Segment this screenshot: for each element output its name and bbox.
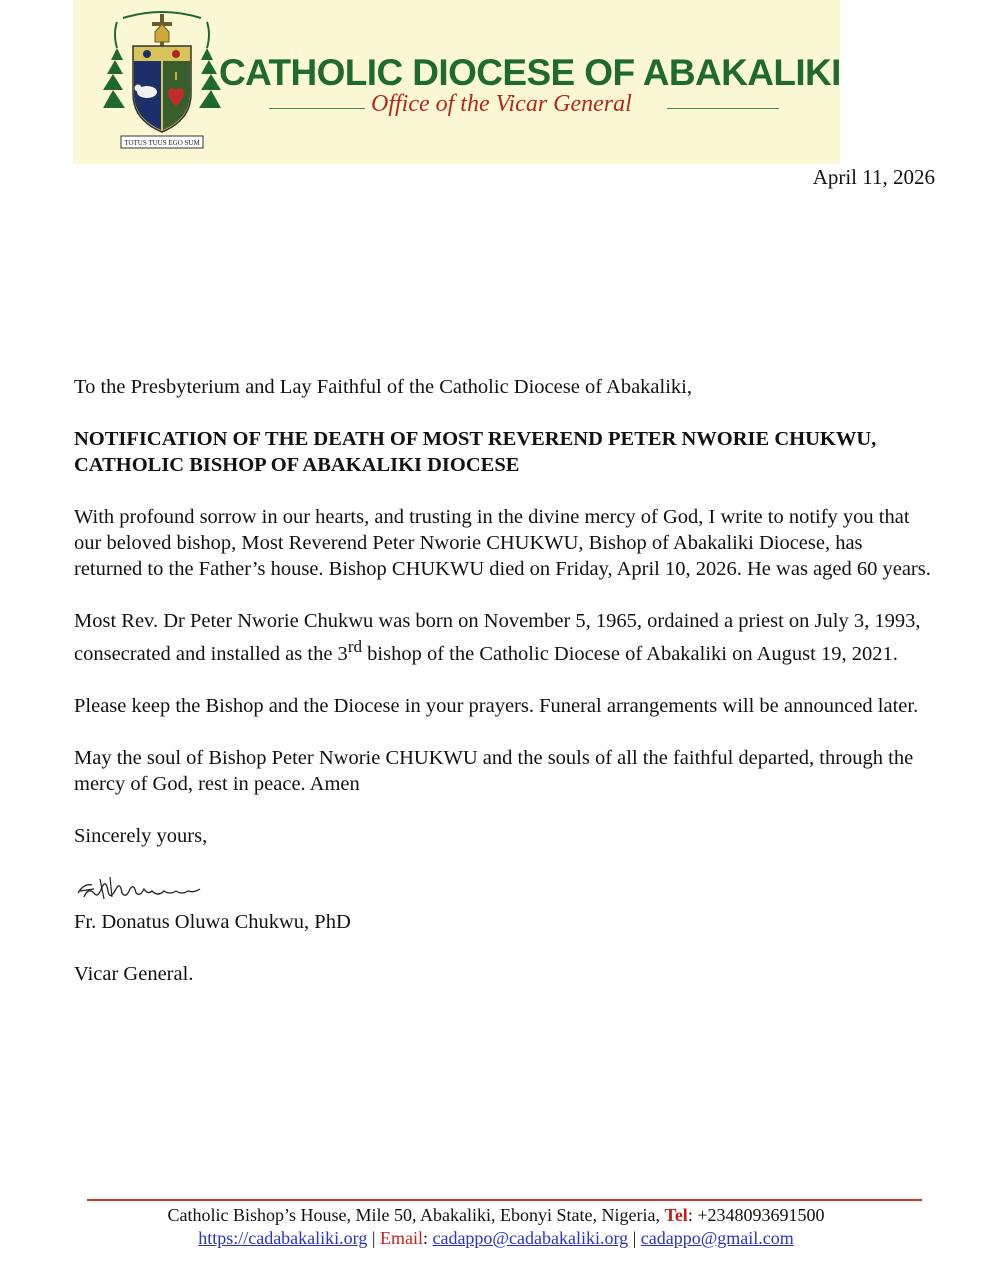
letter-date: April 11, 2026 bbox=[812, 165, 935, 189]
paragraph-biography bbox=[74, 608, 934, 667]
diocese-coat-of-arms-icon bbox=[103, 8, 221, 150]
office-title: Office of the Vicar General bbox=[371, 91, 632, 117]
paragraph-prayers: Please keep the Bishop and the Diocese in your prayers. Funeral arrangements will be announced later. bbox=[74, 694, 919, 717]
organization-name: CATHOLIC DIOCESE OF ABAKALIKI bbox=[219, 52, 841, 93]
office-divider-right bbox=[667, 108, 779, 109]
footer-email-label: Email bbox=[379, 1228, 423, 1248]
office-row bbox=[269, 91, 779, 125]
salutation: To the Presbyterium and Lay Faithful of the Catholic Diocese of Abakaliki, bbox=[74, 376, 692, 398]
paragraph-notification: With profound sorrow in our hearts, and trusting in the divine mercy of God, I write to notify you that our beloved bishop, Most Reverend Peter Nworie CHUKWU, Bishop of Abakaliki Diocese, has returned to the Father’s house. Bishop CHUKWU died on Friday, April 10, 2026. He was aged 60 years. bbox=[74, 506, 931, 580]
footer-email-colon: : bbox=[422, 1228, 433, 1248]
footer-contact-line bbox=[0, 1228, 992, 1249]
footer-address: Catholic Bishop’s House, Mile 50, Abakaliki, Ebonyi State, Nigeria, bbox=[167, 1205, 665, 1225]
footer-tel-label: Tel bbox=[664, 1205, 688, 1225]
email-link-gmail[interactable]: cadappo@gmail.com bbox=[640, 1228, 794, 1248]
letter-body bbox=[74, 374, 934, 1013]
footer-tel-value: : +2348093691500 bbox=[687, 1205, 825, 1225]
handwritten-signature bbox=[74, 871, 214, 907]
biography-text-end: bishop of the Catholic Diocese of Abakaliki on August 19, 2021. bbox=[362, 642, 898, 665]
biography-text-start: Most Rev. Dr Peter Nworie Chukwu was born on November 5, 1965, ordained a priest on July 3, 1993, consecrated and installed as the 3 bbox=[74, 610, 921, 665]
footer-address-line bbox=[0, 1205, 992, 1226]
footer-separator: | bbox=[367, 1228, 380, 1248]
office-divider-left bbox=[269, 108, 365, 109]
signature-block bbox=[74, 871, 934, 987]
signatory-name: Fr. Donatus Oluwa Chukwu, PhD bbox=[74, 910, 351, 933]
footer-separator: | bbox=[628, 1228, 641, 1248]
website-link[interactable]: https://cadabakaliki.org bbox=[198, 1228, 368, 1248]
signatory-title: Vicar General. bbox=[74, 962, 194, 985]
letterhead bbox=[73, 0, 840, 164]
footer-divider bbox=[87, 1199, 922, 1201]
paragraph-blessing: May the soul of Bishop Peter Nworie CHUKWU and the souls of all the faithful departed, through the mercy of God, rest in peace. Amen bbox=[74, 746, 914, 795]
email-link-diocese[interactable]: cadappo@cadabakaliki.org bbox=[432, 1228, 629, 1248]
letter-heading: NOTIFICATION OF THE DEATH OF MOST REVEREND PETER NWORIE CHUKWU, CATHOLIC BISHOP OF ABAKALIKI DIOCESE bbox=[74, 428, 877, 476]
ordinal-suffix: rd bbox=[347, 637, 363, 656]
motto-text: TOTUS TUUS EGO SUM bbox=[124, 139, 200, 147]
closing: Sincerely yours, bbox=[74, 824, 208, 847]
